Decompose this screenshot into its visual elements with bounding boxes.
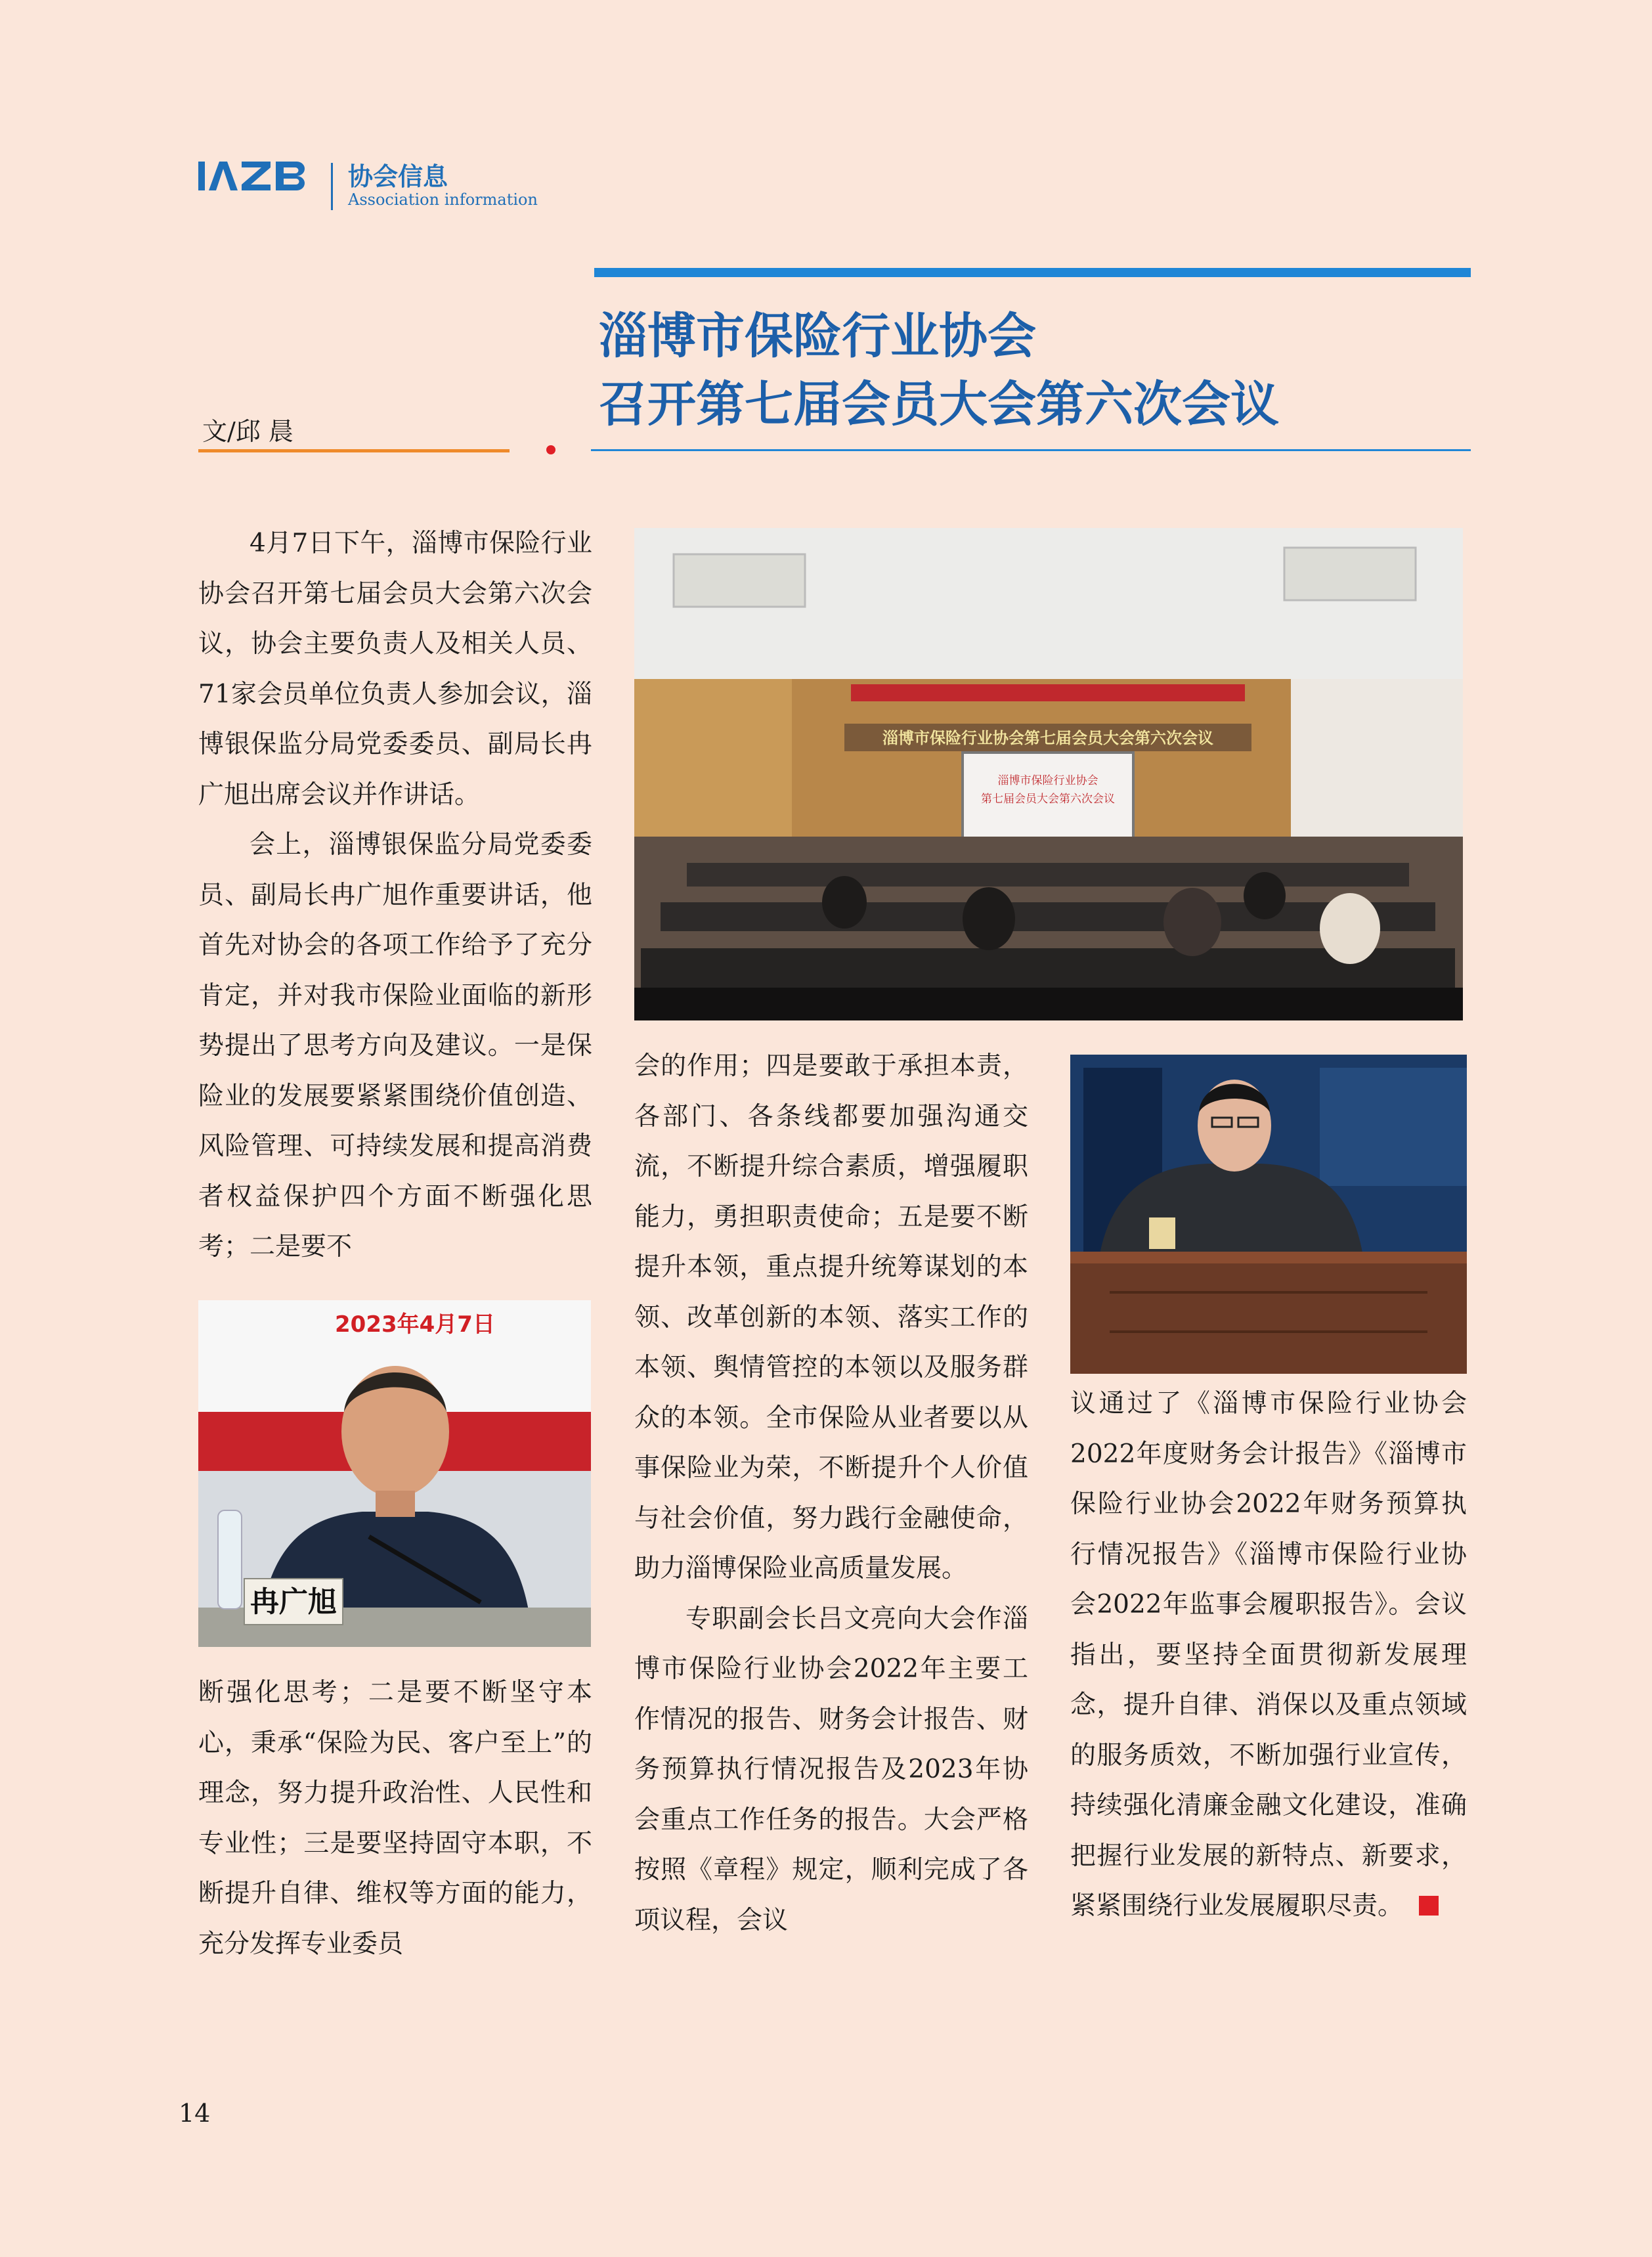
byline-rule bbox=[198, 449, 510, 452]
hall-screen-line2: 第七届会员大会第六次会议 bbox=[981, 793, 1115, 806]
byline: 文/邱 晨 bbox=[202, 417, 293, 446]
paragraph-2-continued: 断强化思考；二是要不断坚守本心，秉承“保险为民、客户至上”的理念，努力提升政治性、人民性和专业性；三是要坚持固守本职，不断提升自律、维权等方面的能力，充分发挥专业委员 bbox=[198, 1678, 592, 1959]
photo-date-stamp: 2023年4月7日 bbox=[335, 1311, 495, 1338]
end-mark bbox=[1419, 1896, 1439, 1916]
speaker-photo bbox=[198, 1300, 591, 1647]
iazb-logo bbox=[198, 158, 309, 194]
title-rule bbox=[591, 449, 1471, 451]
speaker-nameplate: 冉广旭 bbox=[250, 1585, 337, 1619]
divider-dot bbox=[546, 445, 555, 454]
title-bar bbox=[594, 268, 1471, 277]
paragraph-2: 会上，淄博银保监分局党委委员、副局长冉广旭作重要讲话，他首先对协会的各项工作给予了充分肯定，并对我市保险业面临的新形势提出了思考方向及建议。一是保险业的发展要紧紧围绕价值创造、风险管理、可持续发展和提高消费者权益保护四个方面不断强化思考；二是要不 bbox=[198, 830, 592, 1261]
meeting-hall-photo bbox=[634, 528, 1463, 1020]
article-title-line2: 召开第七届会员大会第六次会议 bbox=[599, 376, 1279, 433]
podium-photo bbox=[1070, 1055, 1467, 1374]
hall-screen-line1: 淄博市保险行业协会 bbox=[997, 774, 1098, 787]
column-1-bottom bbox=[198, 1668, 592, 1969]
section-title: 协会信息 bbox=[348, 162, 448, 191]
section-subtitle: Association information bbox=[348, 190, 538, 209]
article-title bbox=[599, 302, 1279, 439]
column-3 bbox=[1070, 1379, 1467, 1932]
paragraph-3-end: 议通过了《淄博市保险行业协会2022年度财务会计报告》《淄博市保险行业协会2022年财务预算执行情况报告》《淄博市保险行业协会2022年监事会履职报告》。会议指出，要坚持全面贯彻新发展理念，提升自律、消保以及重点领域的服务质效，不断加强行业宣传，持续强化清廉金融文化建设，准确把握行业发展的新特点、新要求，紧紧围绕行业发展履职尽责。 bbox=[1070, 1389, 1467, 1921]
page-number: 14 bbox=[179, 2099, 211, 2128]
paragraph-2-end: 会的作用；四是要敢于承担本责，各部门、各条线都要加强沟通交流，不断提升综合素质，增强履职能力，勇担职责使命；五是要不断提升本领，重点提升统筹谋划的本领、改革创新的本领、落实工作的本领、舆情管控的本领以及服务群众的本领。全市保险从业者要以从事保险业为荣，不断提升个人价值与社会价值，努力践行金融使命，助力淄博保险业高质量发展。 bbox=[634, 1051, 1028, 1583]
column-1-top bbox=[198, 519, 592, 1273]
column-2 bbox=[634, 1041, 1028, 1946]
paragraph-3: 专职副会长吕文亮向大会作淄博市保险行业协会2022年主要工作情况的报告、财务会计报告、财务预算执行情况报告及2023年协会重点工作任务的报告。大会严格按照《章程》规定，顺利完成了各项议程，会议 bbox=[634, 1604, 1028, 1935]
article-title-line1: 淄博市保险行业协会 bbox=[599, 308, 1036, 364]
header-separator bbox=[331, 163, 333, 210]
paragraph-1: 4月7日下午，淄博市保险行业协会召开第七届会员大会第六次会议，协会主要负责人及相关人员、71家会员单位负责人参加会议，淄博银保监分局党委委员、副局长冉广旭出席会议并作讲话。 bbox=[198, 529, 592, 810]
hall-banner: 淄博市保险行业协会第七届会员大会第六次会议 bbox=[882, 728, 1213, 747]
